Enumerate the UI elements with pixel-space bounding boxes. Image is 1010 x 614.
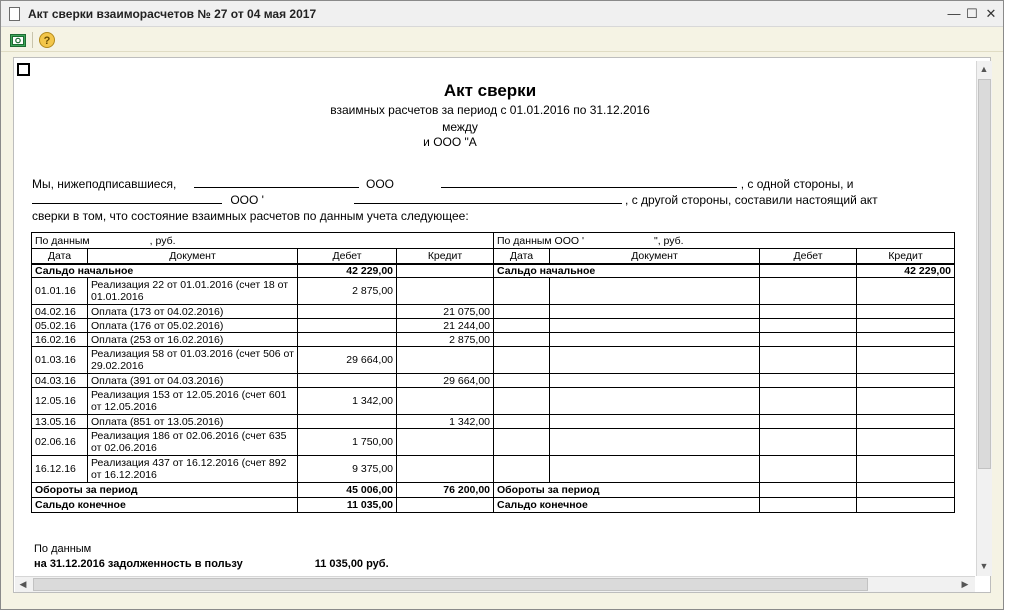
empty-cell [550, 333, 760, 347]
empty-cell [550, 305, 760, 319]
para-suffix-2: , с другой стороны, составили настоящий акт [625, 193, 878, 207]
row-debit [298, 415, 397, 429]
empty-cell [857, 333, 955, 347]
table-row [32, 333, 955, 347]
paragraph-line-1 [32, 177, 952, 191]
opening-credit: 42 229,00 [857, 264, 955, 278]
row-debit: 29 664,00 [298, 347, 397, 374]
scroll-up-arrow-icon[interactable]: ▲ [979, 64, 989, 74]
header-debit: Дебет [760, 249, 857, 264]
empty-cell [760, 388, 857, 415]
empty-cell [397, 264, 494, 278]
turnover-row [32, 483, 955, 498]
empty-cell [857, 374, 955, 388]
close-button[interactable]: ✕ [985, 6, 997, 21]
empty-cell [857, 388, 955, 415]
empty-cell [760, 278, 857, 305]
table-row [32, 305, 955, 319]
row-debit [298, 319, 397, 333]
empty-cell [857, 415, 955, 429]
reconciliation-table [31, 232, 955, 513]
window-title: Акт сверки взаиморасчетов № 27 от 04 мая 2017 [28, 7, 317, 21]
empty-cell [550, 374, 760, 388]
empty-cell [550, 347, 760, 374]
para-company: ООО [366, 177, 395, 191]
blank-line [194, 177, 359, 188]
empty-cell [494, 374, 550, 388]
turnover-credit: 76 200,00 [397, 483, 494, 498]
between-line: между [442, 120, 478, 134]
empty-cell [494, 456, 550, 483]
empty-cell [760, 429, 857, 456]
para-suffix: , с одной стороны, и [740, 177, 854, 191]
empty-cell [857, 278, 955, 305]
maximize-button[interactable]: ☐ [966, 6, 978, 21]
table-row [32, 347, 955, 374]
footer-amount: 11 035,00 руб. [314, 558, 389, 570]
table-row [32, 319, 955, 333]
empty-cell [397, 498, 494, 513]
row-debit [298, 374, 397, 388]
empty-cell [857, 498, 955, 513]
scroll-right-arrow-icon[interactable]: ▶ [961, 579, 969, 589]
opening-label: Сальдо начальное [494, 264, 760, 278]
row-date: 12.05.16 [32, 388, 88, 415]
empty-cell [550, 278, 760, 305]
row-credit: 1 342,00 [397, 415, 494, 429]
horizontal-scrollbar[interactable] [15, 576, 975, 592]
empty-cell [550, 319, 760, 333]
empty-cell [857, 319, 955, 333]
row-date: 02.06.16 [32, 429, 88, 456]
row-debit: 1 342,00 [298, 388, 397, 415]
row-credit [397, 388, 494, 415]
row-credit: 21 075,00 [397, 305, 494, 319]
table-row [32, 456, 955, 483]
row-debit [298, 333, 397, 347]
closing-debit: 11 035,00 [298, 498, 397, 513]
row-credit [397, 456, 494, 483]
empty-cell [857, 429, 955, 456]
help-glyph: ? [43, 35, 51, 47]
empty-cell [494, 388, 550, 415]
row-date: 01.01.16 [32, 278, 88, 305]
left-source: По данным , руб. [32, 233, 494, 249]
right-source: По данным ООО ' ", руб. [494, 233, 955, 249]
row-debit: 9 375,00 [298, 456, 397, 483]
para-prefix: Мы, нижеподписавшиеся, [32, 177, 177, 191]
empty-cell [494, 319, 550, 333]
empty-cell [760, 456, 857, 483]
blank-line [32, 193, 222, 204]
scroll-left-arrow-icon[interactable]: ◀ [19, 579, 27, 589]
row-credit [397, 429, 494, 456]
row-date: 16.12.16 [32, 456, 88, 483]
toolbar [1, 28, 1003, 52]
row-document: Оплата (391 от 04.03.2016) [88, 374, 298, 388]
vertical-scroll-thumb[interactable] [978, 79, 991, 469]
empty-cell [760, 347, 857, 374]
empty-cell [857, 305, 955, 319]
turnover-label: Обороты за период [494, 483, 760, 498]
corner-checkbox[interactable] [17, 63, 30, 76]
document-title: Акт сверки [443, 81, 537, 100]
table-row [32, 388, 955, 415]
document-icon [9, 7, 20, 21]
row-debit [298, 305, 397, 319]
empty-cell [494, 429, 550, 456]
and-line: и ООО "А [423, 135, 477, 149]
vertical-scrollbar[interactable] [976, 61, 992, 576]
row-credit: 2 875,00 [397, 333, 494, 347]
empty-cell [857, 456, 955, 483]
empty-cell [494, 278, 550, 305]
header-row [32, 249, 955, 264]
table-row [32, 374, 955, 388]
para-company-2: ООО ' [230, 193, 264, 207]
closing-row [32, 498, 955, 513]
closing-label: Сальдо конечное [494, 498, 760, 513]
empty-cell [760, 305, 857, 319]
title-bar [1, 1, 1003, 27]
row-date: 05.02.16 [32, 319, 88, 333]
empty-cell [760, 333, 857, 347]
row-date: 13.05.16 [32, 415, 88, 429]
empty-cell [857, 483, 955, 498]
empty-cell [550, 415, 760, 429]
header-doc: Документ [88, 249, 298, 264]
header-credit: Кредит [397, 249, 494, 264]
row-credit: 29 664,00 [397, 374, 494, 388]
empty-cell [760, 264, 857, 278]
footer-prefix: на 31.12.2016 задолженность в пользу [34, 558, 243, 570]
row-document: Реализация 58 от 01.03.2016 (счет 506 от 29.02.2016 [88, 347, 298, 374]
closing-label: Сальдо конечное [32, 498, 298, 513]
row-document: Реализация 186 от 02.06.2016 (счет 635 от 02.06.2016 [88, 429, 298, 456]
opening-label: Сальдо начальное [32, 264, 298, 278]
row-date: 04.02.16 [32, 305, 88, 319]
help-icon[interactable] [38, 31, 56, 49]
empty-cell [760, 498, 857, 513]
blank-line [354, 193, 622, 204]
footer-line-2 [34, 558, 389, 570]
header-debit: Дебет [298, 249, 397, 264]
empty-cell [857, 347, 955, 374]
document-area [13, 57, 991, 593]
row-document: Оплата (253 от 16.02.2016) [88, 333, 298, 347]
empty-cell [550, 456, 760, 483]
paragraph-line-3: сверки в том, что состояние взаимных расчетов по данным учета следующее: [32, 209, 469, 223]
source-row [32, 233, 955, 249]
empty-cell [760, 483, 857, 498]
row-date: 04.03.16 [32, 374, 88, 388]
row-document: Оплата (173 от 04.02.2016) [88, 305, 298, 319]
table-row [32, 429, 955, 456]
turnover-debit: 45 006,00 [298, 483, 397, 498]
header-credit: Кредит [857, 249, 955, 264]
row-credit: 21 244,00 [397, 319, 494, 333]
row-date: 16.02.16 [32, 333, 88, 347]
header-date: Дата [494, 249, 550, 264]
row-credit [397, 347, 494, 374]
table-row [32, 278, 955, 305]
opening-debit: 42 229,00 [298, 264, 397, 278]
blank-line [441, 177, 737, 188]
header-doc: Документ [550, 249, 760, 264]
empty-cell [760, 415, 857, 429]
row-date: 01.03.16 [32, 347, 88, 374]
email-icon[interactable] [9, 31, 27, 49]
header-date: Дата [32, 249, 88, 264]
row-document: Реализация 437 от 16.12.2016 (счет 892 от 16.12.2016 [88, 456, 298, 483]
empty-cell [494, 333, 550, 347]
empty-cell [550, 429, 760, 456]
minimize-button[interactable]: — [947, 6, 961, 21]
row-document: Реализация 153 от 12.05.2016 (счет 601 от 12.05.2016 [88, 388, 298, 415]
period-line: взаимных расчетов за период с 01.01.2016 по 31.12.2016 [330, 103, 650, 117]
opening-row [32, 264, 955, 278]
empty-cell [494, 347, 550, 374]
empty-cell [550, 388, 760, 415]
row-debit: 2 875,00 [298, 278, 397, 305]
scroll-down-arrow-icon[interactable]: ▼ [979, 561, 989, 571]
empty-cell [494, 415, 550, 429]
row-document: Оплата (851 от 13.05.2016) [88, 415, 298, 429]
empty-cell [760, 374, 857, 388]
empty-cell [494, 305, 550, 319]
footer-line-1: По данным [34, 543, 92, 555]
table-row [32, 415, 955, 429]
row-credit [397, 278, 494, 305]
horizontal-scroll-thumb[interactable] [33, 578, 868, 591]
row-debit: 1 750,00 [298, 429, 397, 456]
row-document: Реализация 22 от 01.01.2016 (счет 18 от 01.01.2016 [88, 278, 298, 305]
paragraph-line-2 [32, 193, 952, 207]
empty-cell [760, 319, 857, 333]
turnover-label: Обороты за период [32, 483, 298, 498]
toolbar-separator [32, 32, 33, 48]
row-document: Оплата (176 от 05.02.2016) [88, 319, 298, 333]
